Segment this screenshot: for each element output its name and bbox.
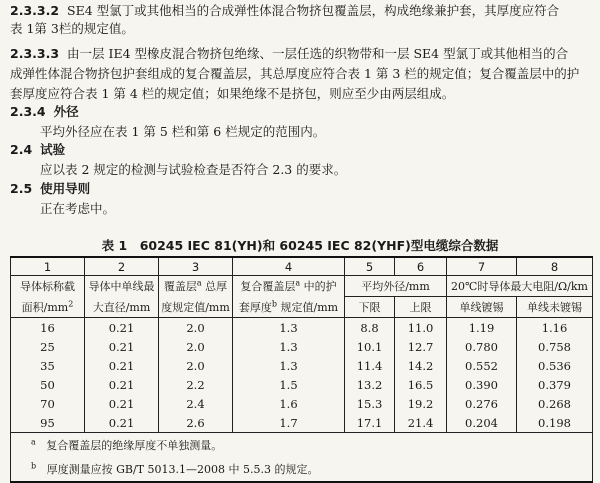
table-body xyxy=(11,318,593,433)
header-mean-outer-diameter: 平均外径/mm xyxy=(345,276,447,297)
header-sheath-thickness: 复合覆盖层$^a$ 中的护 xyxy=(233,276,345,297)
table-cell: 12.7 xyxy=(395,337,447,356)
table-cell: 0.390 xyxy=(447,375,517,394)
header-upper-limit: 上限 xyxy=(395,297,447,318)
clause-2-3-3-2-line2: 表 1第 3栏的规定值。 xyxy=(10,21,134,36)
header-total-thickness: 覆盖层$^a$ 总厚 xyxy=(159,276,233,297)
cable-data-table xyxy=(10,256,593,483)
header-cross-section-line2: 面积$/mm^2$ xyxy=(11,297,85,318)
table-cell: 50 xyxy=(11,375,85,394)
table-cell: 11.4 xyxy=(345,356,395,375)
table-cell: 0.21 xyxy=(85,394,159,413)
clause-2-3-3-2-line1: 2.3.3.2 SE4 型氯丁或其他相当的合成弹性体混合物挤包覆盖层，构成绝缘兼护套，其厚度应符合 xyxy=(10,3,560,18)
table-cell: 2.4 xyxy=(159,394,233,413)
section-2-3-4-heading: 2.3.4 外径 xyxy=(10,104,79,119)
table-cell: 1.3 xyxy=(233,356,345,375)
table-cell: 1.3 xyxy=(233,337,345,356)
col-number: 2 xyxy=(85,257,159,276)
table-row xyxy=(11,394,593,413)
col-number: 7 xyxy=(447,257,517,276)
col-number: 4 xyxy=(233,257,345,276)
table-row xyxy=(11,413,593,433)
table-cell: 1.19 xyxy=(447,318,517,338)
column-number-row xyxy=(11,257,593,276)
footnote-b: $^b$ 厚度测量应按 GB/T 5013.1—2008 中 5.5.3 的规定。 xyxy=(11,457,593,482)
table-cell: 0.268 xyxy=(517,394,593,413)
header-total-thickness-line2: 度规定值/mm xyxy=(159,297,233,318)
table-row xyxy=(11,337,593,356)
table-cell: 0.276 xyxy=(447,394,517,413)
table-cell: 25 xyxy=(11,337,85,356)
table-cell: 13.2 xyxy=(345,375,395,394)
clause-2-3-3-3-line3: 套厚度应符合表 1 第 4 栏的规定值；如果绝缘不是挤包，则应至少由两层组成。 xyxy=(10,86,455,101)
header-max-resistance: 20℃时导体最大电阻/Ω/km xyxy=(447,276,593,297)
col-number: 1 xyxy=(11,257,85,276)
table-cell: 2.0 xyxy=(159,318,233,338)
table-cell: 1.3 xyxy=(233,318,345,338)
table-caption: 表 1 60245 IEC 81(YH)和 60245 IEC 82(YHF)型电缆综合数据 xyxy=(101,238,499,253)
footnote-a: $^a$ 复合覆盖层的绝缘厚度不单独测量。 xyxy=(11,433,593,458)
section-2-4-heading: 2.4 试验 xyxy=(10,142,66,157)
table-cell: 2.6 xyxy=(159,413,233,433)
table-cell: 0.536 xyxy=(517,356,593,375)
table-cell: 1.7 xyxy=(233,413,345,433)
header-wire-diameter: 导体中单线最 xyxy=(85,276,159,297)
table-cell: 1.16 xyxy=(517,318,593,338)
table-cell: 0.552 xyxy=(447,356,517,375)
header-row-2 xyxy=(11,297,593,318)
col-number: 3 xyxy=(159,257,233,276)
table-cell: 35 xyxy=(11,356,85,375)
header-untinned: 单线未镀锡 xyxy=(517,297,593,318)
table-cell: 0.204 xyxy=(447,413,517,433)
section-2-4-text: 应以表 2 规定的检测与试验检查是否符合 2.3 的要求。 xyxy=(40,162,347,177)
table-cell: 1.5 xyxy=(233,375,345,394)
header-sheath-thickness-line2: 套厚度$^b$ 规定值/mm xyxy=(233,297,345,318)
table-cell: 0.198 xyxy=(517,413,593,433)
table-cell: 16 xyxy=(11,318,85,338)
footnote-b-row xyxy=(11,457,593,482)
header-wire-diameter-line2: 大直径/mm xyxy=(85,297,159,318)
table-cell: 16.5 xyxy=(395,375,447,394)
section-2-5-heading: 2.5 使用导则 xyxy=(10,181,91,196)
table-cell: 0.21 xyxy=(85,356,159,375)
table-row xyxy=(11,318,593,338)
col-number: 6 xyxy=(395,257,447,276)
col-number: 5 xyxy=(345,257,395,276)
table-cell: 1.6 xyxy=(233,394,345,413)
table-cell: 10.1 xyxy=(345,337,395,356)
clause-2-3-3-3-line2: 成弹性体混合物挤包护套组成的复合覆盖层，其总厚度应符合表 1 第 3 栏的规定值；复合覆盖层中的护 xyxy=(10,66,580,81)
table-cell: 11.0 xyxy=(395,318,447,338)
table-cell: 0.780 xyxy=(447,337,517,356)
section-2-3-4-text: 平均外径应在表 1 第 5 栏和第 6 栏规定的范围内。 xyxy=(40,124,326,139)
table-cell: 19.2 xyxy=(395,394,447,413)
table-cell: 14.2 xyxy=(395,356,447,375)
col-number: 8 xyxy=(517,257,593,276)
table-cell: 15.3 xyxy=(345,394,395,413)
table-cell: 70 xyxy=(11,394,85,413)
table-cell: 0.21 xyxy=(85,375,159,394)
table-cell: 8.8 xyxy=(345,318,395,338)
table-cell: 0.21 xyxy=(85,413,159,433)
clause-2-3-3-3-line1: 2.3.3.3 由一层 IE4 型橡皮混合物挤包绝缘、一层任选的织物带和一层 SE4 型氯丁或其他相当的合 xyxy=(10,46,569,61)
table-cell: 0.21 xyxy=(85,318,159,338)
table-cell: 0.758 xyxy=(517,337,593,356)
table-cell: 2.0 xyxy=(159,356,233,375)
header-lower-limit: 下限 xyxy=(345,297,395,318)
header-tinned: 单线镀锡 xyxy=(447,297,517,318)
table-cell: 2.0 xyxy=(159,337,233,356)
table-cell: 95 xyxy=(11,413,85,433)
table-row xyxy=(11,356,593,375)
header-row-1 xyxy=(11,276,593,297)
table-cell: 21.4 xyxy=(395,413,447,433)
table-cell: 0.379 xyxy=(517,375,593,394)
table-cell: 17.1 xyxy=(345,413,395,433)
table-cell: 0.21 xyxy=(85,337,159,356)
footnote-a-row xyxy=(11,433,593,458)
table-cell: 2.2 xyxy=(159,375,233,394)
section-2-5-text: 正在考虑中。 xyxy=(40,201,116,216)
table-row xyxy=(11,375,593,394)
header-cross-section: 导体标称截 xyxy=(11,276,85,297)
